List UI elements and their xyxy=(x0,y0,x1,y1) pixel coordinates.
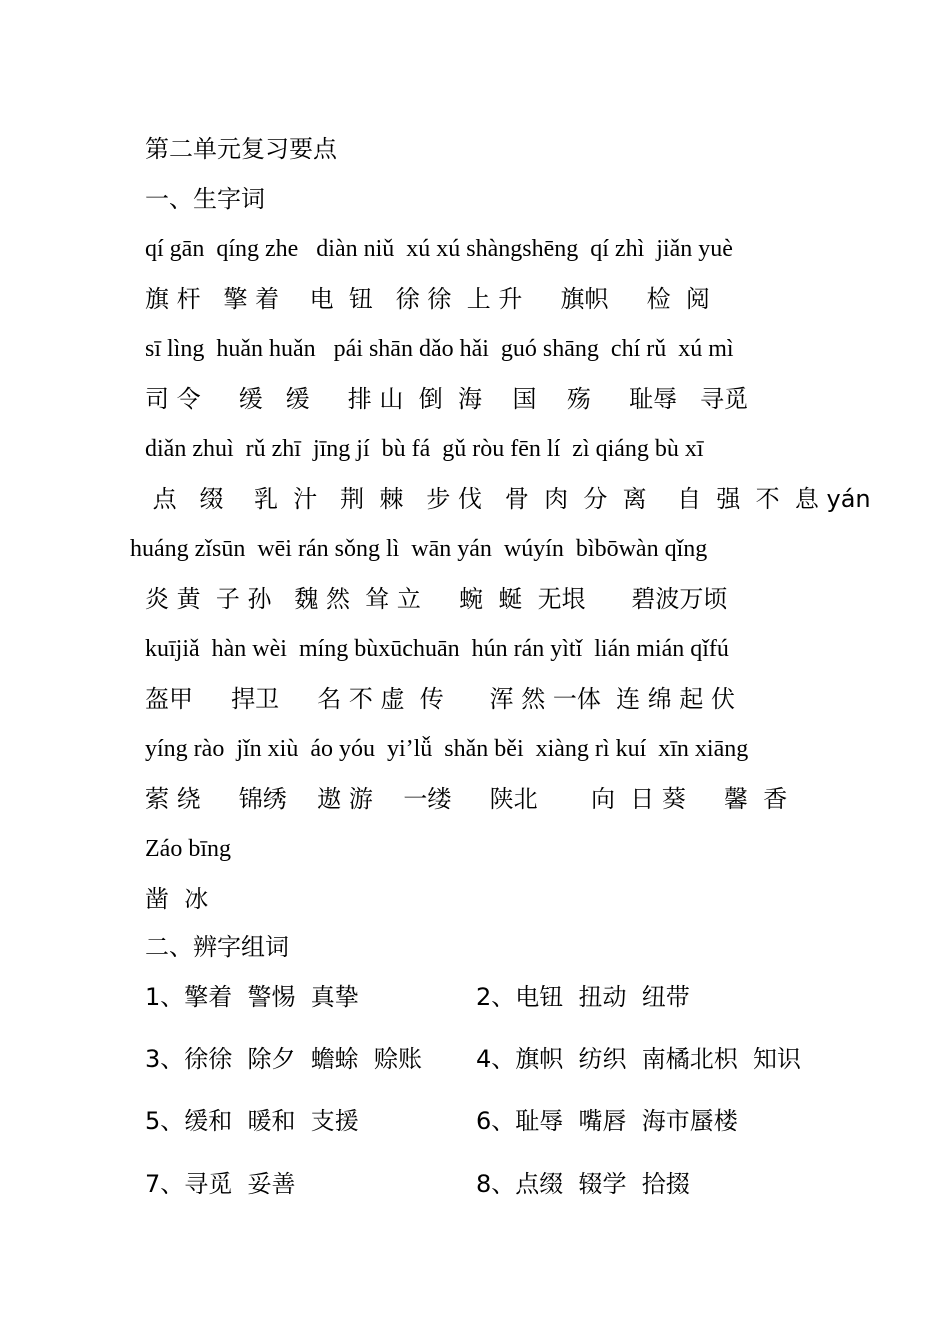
hanzi-line: 点 缀 乳 汁 荆 棘 步 伐 骨 肉 分 离 自 强 不 息 yán xyxy=(145,485,871,513)
hanzi-line: 盔甲 捍卫 名 不 虚 传 浑 然 一体 连 绵 起 伏 xyxy=(145,685,735,713)
hanzi-line: 司 令 缓 缓 排 山 倒 海 国 殇 耻辱 寻觅 xyxy=(145,385,749,413)
word-group-item: 7、寻觅 妥善 xyxy=(145,1170,296,1198)
word-group-item: 8、点缀 辍学 拾掇 xyxy=(476,1170,690,1198)
word-group-item: 3、徐徐 除夕 蟾蜍 赊账 xyxy=(145,1045,423,1073)
pinyin-line: sī lìng huǎn huǎn pái shān dǎo hǎi guó shāng chí rǔ xú mì xyxy=(145,336,734,362)
hanzi-line: 凿 冰 xyxy=(145,885,209,913)
hanzi-line: 炎 黄 子 孙 魏 然 耸 立 蜿 蜒 无垠 碧波万顷 xyxy=(145,585,728,613)
word-group-item: 2、电钮 扭动 纽带 xyxy=(476,983,690,1011)
pinyin-line: qí gān qíng zhe diàn niǔ xú xú shàngshēng qí zhì jiǎn yuè xyxy=(145,236,733,262)
hanzi-line: 旗 杆 擎 着 电 钮 徐 徐 上 升 旗帜 检 阅 xyxy=(145,285,710,313)
pinyin-line: diǎn zhuì rǔ zhī jīng jí bù fá gǔ ròu fēn lí zì qiáng bù xī xyxy=(145,436,704,462)
pinyin-line: kuījiǎ hàn wèi míng bùxūchuān hún rán yìtǐ lián mián qǐfú xyxy=(145,636,729,662)
word-group-item: 6、耻辱 嘴唇 海市蜃楼 xyxy=(476,1107,738,1135)
word-group-item: 5、缓和 暖和 支援 xyxy=(145,1107,359,1135)
word-group-item: 4、旗帜 纺织 南橘北枳 知识 xyxy=(476,1045,802,1073)
pinyin-line: Záo bīng xyxy=(145,836,231,862)
section-heading-vocabulary: 一、生字词 xyxy=(145,185,265,213)
pinyin-line: huáng zǐsūn wēi rán sǒng lì wān yán wúyín bìbōwàn qǐng xyxy=(130,536,708,562)
page-title: 第二单元复习要点 xyxy=(145,135,337,163)
pinyin-line: yíng rào jǐn xiù áo yóu yi’lǚ shǎn běi xiàng rì kuí xīn xiāng xyxy=(145,736,749,762)
section-heading-word-groups: 二、辨字组词 xyxy=(145,933,289,961)
hanzi-line: 萦 绕 锦绣 遨 游 一缕 陕北 向 日 葵 馨 香 xyxy=(145,785,788,813)
word-group-item: 1、擎着 警惕 真挚 xyxy=(145,983,359,1011)
